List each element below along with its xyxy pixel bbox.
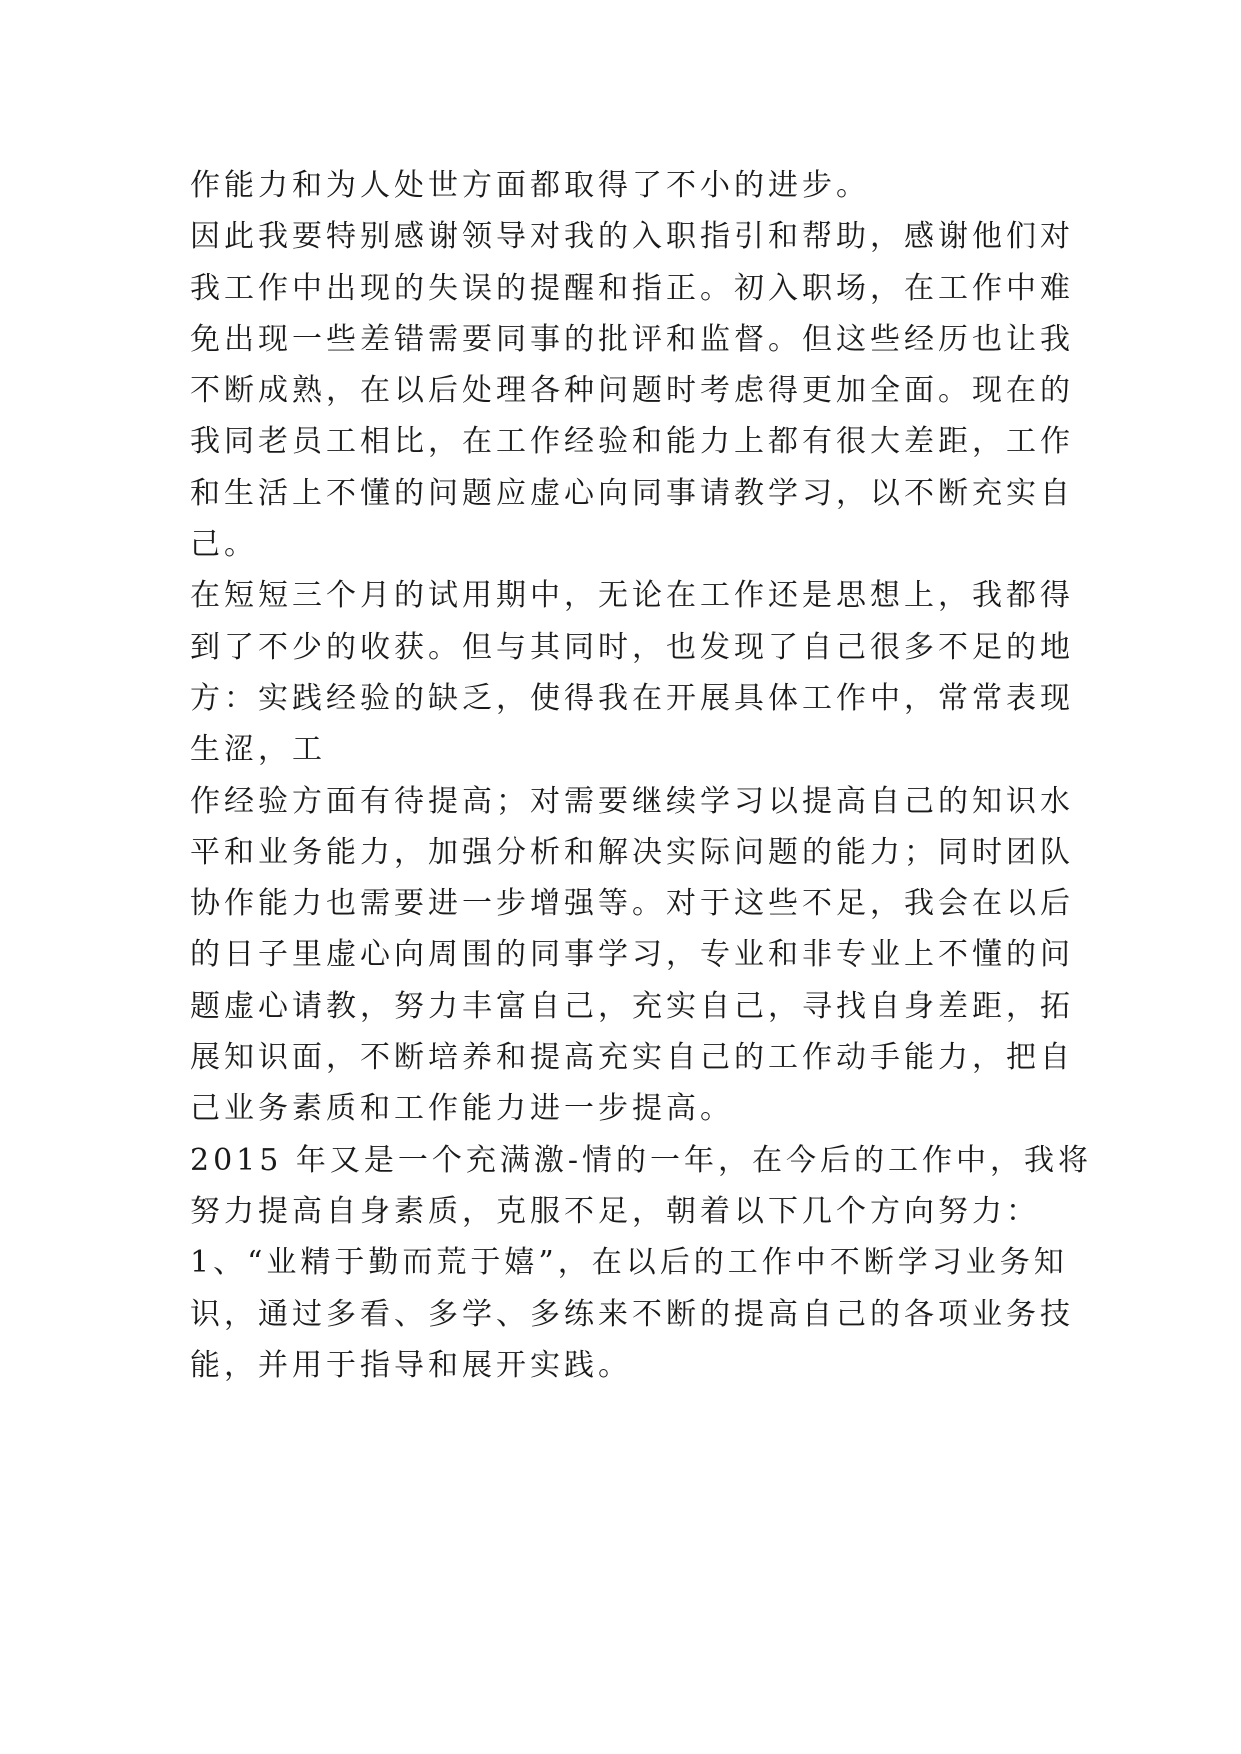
text-line: 生涩，工: [190, 732, 326, 768]
text-line: 协作能力也需要进一步增强等。对于这些不足，我会在以后: [190, 886, 1074, 922]
text-line: 和生活上不懂的问题应虚心向同事请教学习，以不断充实自: [190, 475, 1074, 511]
text-line: 1、“业精于勤而荒于嬉”，在以后的工作中不断学习业务知: [190, 1245, 1068, 1281]
text-line: 平和业务能力，加强分析和解决实际问题的能力；同时团队: [190, 834, 1074, 870]
text-line: 的日子里虚心向周围的同事学习，专业和非专业上不懂的问: [190, 937, 1074, 973]
text-line: 2015 年又是一个充满激-情的一年，在今后的工作中，我将: [190, 1142, 1093, 1178]
text-line: 在短短三个月的试用期中，无论在工作还是思想上，我都得: [190, 578, 1074, 614]
text-line: 作经验方面有待提高；对需要继续学习以提高自己的知识水: [190, 783, 1074, 819]
text-line: 作能力和为人处世方面都取得了不小的进步。: [190, 168, 870, 203]
text-line: 己业务素质和工作能力进一步提高。: [190, 1091, 734, 1127]
text-line: 我同老员工相比，在工作经验和能力上都有很大差距，工作: [190, 424, 1074, 460]
text-line: 能，并用于指导和展开实践。: [190, 1347, 632, 1383]
text-line: 努力提高自身素质，克服不足，朝着以下几个方向努力：: [190, 1193, 1040, 1229]
text-line: 展知识面，不断培养和提高充实自己的工作动手能力，把自: [190, 1040, 1074, 1076]
text-line: 识，通过多看、多学、多练来不断的提高自己的各项业务技: [190, 1296, 1074, 1332]
text-line: 因此我要特别感谢领导对我的入职指引和帮助，感谢他们对: [190, 219, 1074, 255]
text-line: 到了不少的收获。但与其同时，也发现了自己很多不足的地: [190, 629, 1074, 665]
text-line: 免出现一些差错需要同事的批评和监督。但这些经历也让我: [190, 321, 1074, 357]
text-line: 不断成熟，在以后处理各种问题时考虑得更加全面。现在的: [190, 373, 1074, 409]
text-line: 己。: [190, 527, 258, 563]
text-line: 方：实践经验的缺乏，使得我在开展具体工作中，常常表现: [190, 680, 1074, 716]
document-body: [190, 160, 1093, 1391]
text-line: 我工作中出现的失误的提醒和指正。初入职场，在工作中难: [190, 270, 1074, 306]
text-line: 题虚心请教，努力丰富自己，充实自己，寻找自身差距，拓: [190, 988, 1074, 1024]
